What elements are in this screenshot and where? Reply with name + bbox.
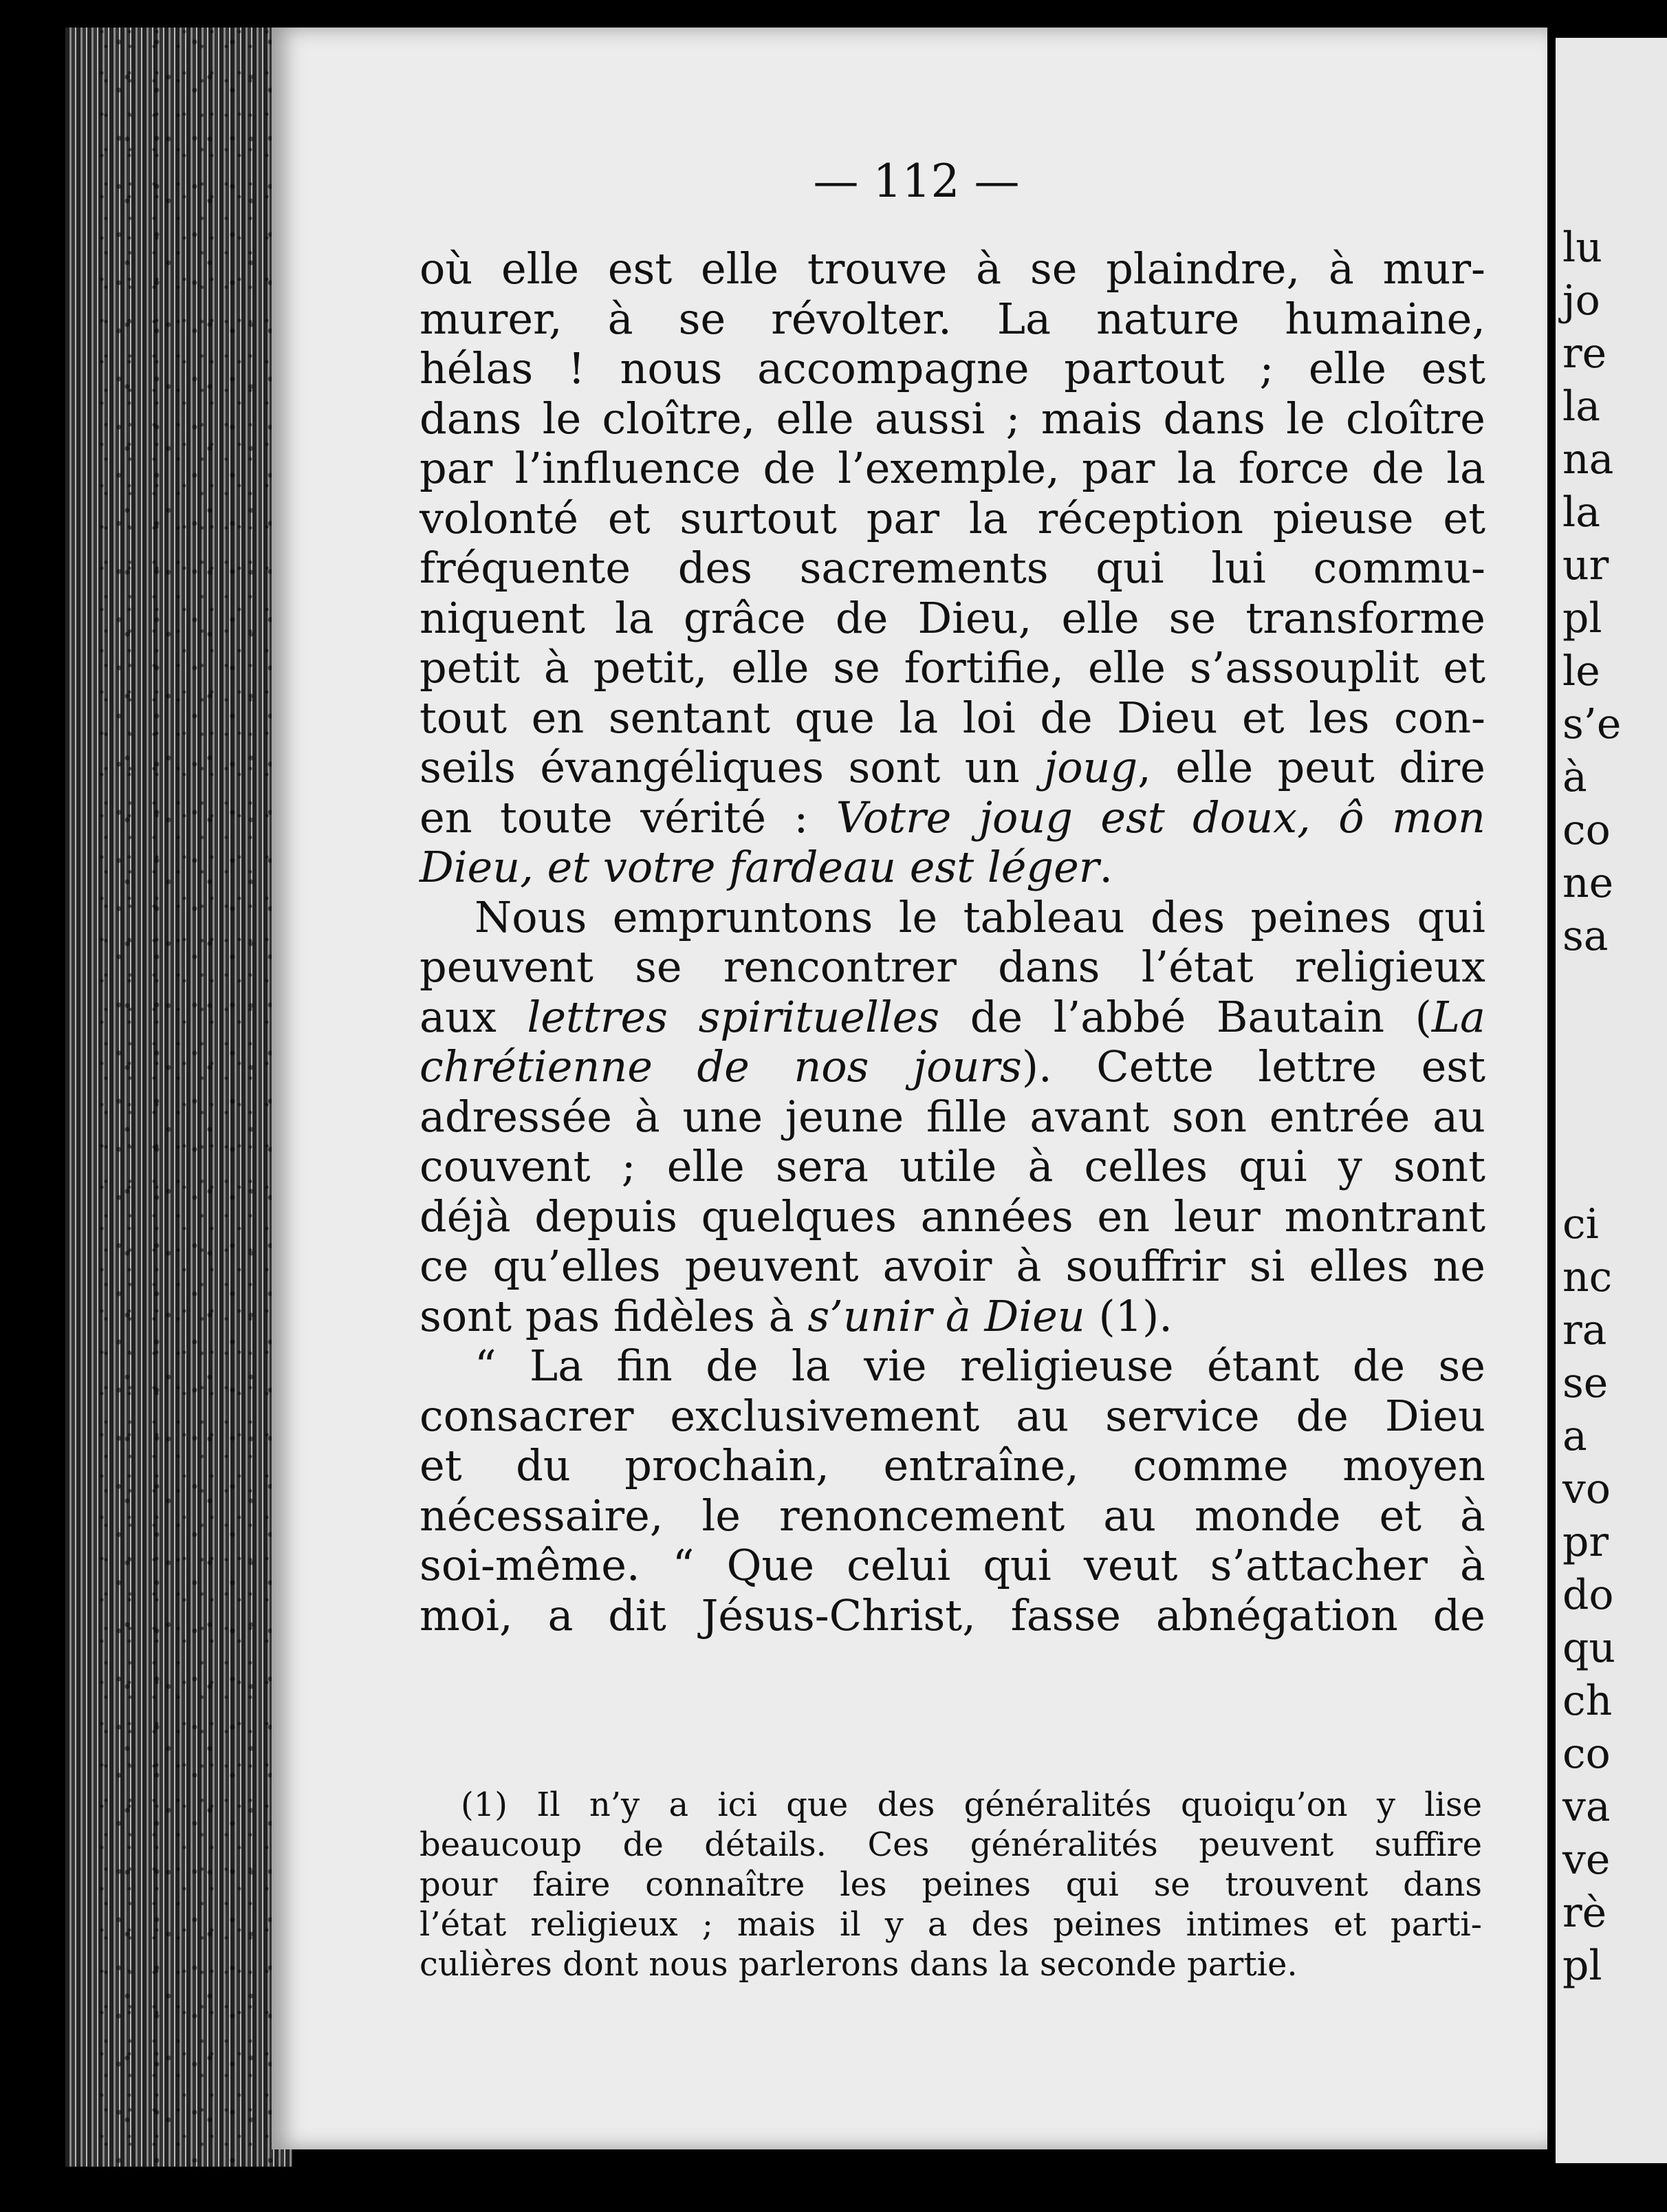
facing-page-text: se bbox=[1562, 1359, 1609, 1407]
body-line: volonté et surtout par la réception pieuse et bbox=[420, 492, 1485, 543]
body-line: et du prochain, entraîne, comme moyen bbox=[420, 1440, 1485, 1490]
italic-segment: Votre joug est doux, ô mon bbox=[836, 792, 1485, 843]
body-line: adressée à une jeune fille avant son entrée au bbox=[420, 1091, 1485, 1142]
footnote bbox=[420, 1785, 1482, 1984]
facing-page-text: qu bbox=[1562, 1624, 1616, 1672]
text-segment: (1). bbox=[1085, 1290, 1173, 1341]
facing-page-text: ch bbox=[1562, 1677, 1613, 1725]
footnote-line: beaucoup de détails. Ces généralités peuvent suffire bbox=[420, 1825, 1482, 1864]
body-line: par l’influence de l’exemple, par la force de la bbox=[420, 443, 1485, 493]
italic-segment: chrétienne de nos jours bbox=[420, 1041, 1022, 1092]
facing-page-text: re bbox=[1562, 329, 1607, 378]
facing-page-text: pr bbox=[1562, 1518, 1609, 1566]
page-edge-speckles bbox=[96, 28, 275, 2167]
body-line: peuvent se rencontrer dans l’état religieux bbox=[420, 942, 1485, 992]
italic-segment: La bbox=[1431, 991, 1485, 1042]
body-line: murer, à se révolter. La nature humaine, bbox=[420, 293, 1485, 344]
body-line: Nous empruntons le tableau des peines qui bbox=[475, 891, 1485, 942]
facing-page-text: s’e bbox=[1562, 700, 1622, 748]
facing-page-text: do bbox=[1562, 1571, 1614, 1619]
text-segment: . bbox=[1099, 842, 1113, 892]
footnote-line: culières dont nous parlerons dans la seconde partie. bbox=[420, 1945, 1298, 1984]
text-segment: seils évangéliques sont un bbox=[420, 742, 1044, 792]
facing-page-text: ra bbox=[1562, 1306, 1607, 1354]
body-line: dans le cloître, elle aussi ; mais dans le cloître bbox=[420, 393, 1485, 444]
text-segment: ). Cette lettre est bbox=[1021, 1041, 1485, 1092]
body-line: tout en sentant que la loi de Dieu et les con- bbox=[420, 692, 1485, 743]
facing-page-fragment bbox=[1556, 38, 1667, 2163]
facing-page-text: ne bbox=[1562, 859, 1614, 907]
italic-segment: joug bbox=[1043, 742, 1138, 792]
body-line: hélas ! nous accompagne partout ; elle est bbox=[420, 343, 1485, 393]
facing-page-text: co bbox=[1562, 806, 1611, 854]
italic-segment: Dieu, et votre fardeau est léger bbox=[420, 842, 1100, 892]
body-line bbox=[420, 743, 1485, 793]
body-line: soi-même. “ Que celui qui veut s’attacher à bbox=[420, 1540, 1485, 1590]
facing-page-text: la bbox=[1562, 488, 1600, 536]
facing-page-text: ve bbox=[1562, 1836, 1611, 1884]
facing-page-text: sa bbox=[1562, 912, 1609, 960]
body-line: petit à petit, elle se fortifie, elle s’assouplit et bbox=[420, 642, 1485, 693]
body-line: nécessaire, le renoncement au monde et à bbox=[420, 1490, 1485, 1541]
footnote-line: l’état religieux ; mais il y a des peines intimes et parti- bbox=[420, 1905, 1482, 1944]
italic-segment: lettres spirituelles bbox=[527, 991, 940, 1042]
facing-page-text: a bbox=[1562, 1412, 1587, 1460]
text-segment: , elle peut dire bbox=[1137, 742, 1485, 792]
body-line bbox=[420, 793, 1485, 843]
facing-page-text: rè bbox=[1562, 1889, 1607, 1937]
body-line: moi, a dit Jésus-Christ, fasse abnégation de bbox=[420, 1590, 1485, 1640]
footnote-line: pour faire connaître les peines qui se trouvent dans bbox=[420, 1865, 1482, 1904]
body-line: ce qu’elles peuvent avoir à souffrir si elles ne bbox=[420, 1241, 1485, 1291]
facing-page-text: vo bbox=[1562, 1465, 1611, 1513]
body-line bbox=[420, 1292, 1485, 1342]
facing-page-text: à bbox=[1562, 753, 1587, 801]
text-segment: en toute vérité : bbox=[420, 792, 836, 843]
body-line: où elle est elle trouve à se plaindre, à mur- bbox=[420, 243, 1485, 294]
body-line: “ La fin de la vie religieuse étant de se bbox=[475, 1341, 1485, 1391]
italic-segment: s’unir à Dieu bbox=[807, 1290, 1085, 1341]
book-page bbox=[272, 28, 1547, 2149]
body-line: couvent ; elle sera utile à celles qui y sont bbox=[420, 1141, 1485, 1191]
facing-page-text: nc bbox=[1562, 1253, 1613, 1301]
text-segment: aux bbox=[420, 991, 527, 1042]
facing-page-text: va bbox=[1562, 1783, 1611, 1831]
body-line: fréquente des sacrements qui lui commu- bbox=[420, 543, 1485, 593]
page-number: — 112 — bbox=[813, 155, 1020, 208]
facing-page-text: la bbox=[1562, 382, 1600, 431]
text-segment: de l’abbé Bautain ( bbox=[939, 991, 1432, 1042]
body-line bbox=[420, 1042, 1485, 1092]
facing-page-text: le bbox=[1562, 647, 1600, 695]
body-line bbox=[420, 993, 1485, 1043]
facing-page-text: na bbox=[1562, 435, 1614, 484]
facing-page-text: jo bbox=[1562, 276, 1600, 325]
body-line bbox=[420, 843, 1485, 893]
body-line: consacrer exclusivement au service de Dieu bbox=[420, 1390, 1485, 1441]
facing-page-text: ci bbox=[1562, 1200, 1599, 1248]
footnote-line: (1) Il n’y a ici que des généralités quoiqu’on y lise bbox=[461, 1786, 1482, 1824]
body-line: déjà depuis quelques années en leur montrant bbox=[420, 1191, 1485, 1241]
facing-page-text: ur bbox=[1562, 541, 1609, 589]
facing-page-text: pl bbox=[1562, 594, 1602, 642]
facing-page-text: lu bbox=[1562, 224, 1602, 272]
text-segment: sont pas fidèles à bbox=[420, 1290, 808, 1341]
body-text bbox=[420, 244, 1485, 1640]
facing-page-text: pl bbox=[1562, 1942, 1602, 1990]
facing-page-text: co bbox=[1562, 1730, 1611, 1778]
body-line: niquent la grâce de Dieu, elle se transforme bbox=[420, 592, 1485, 643]
